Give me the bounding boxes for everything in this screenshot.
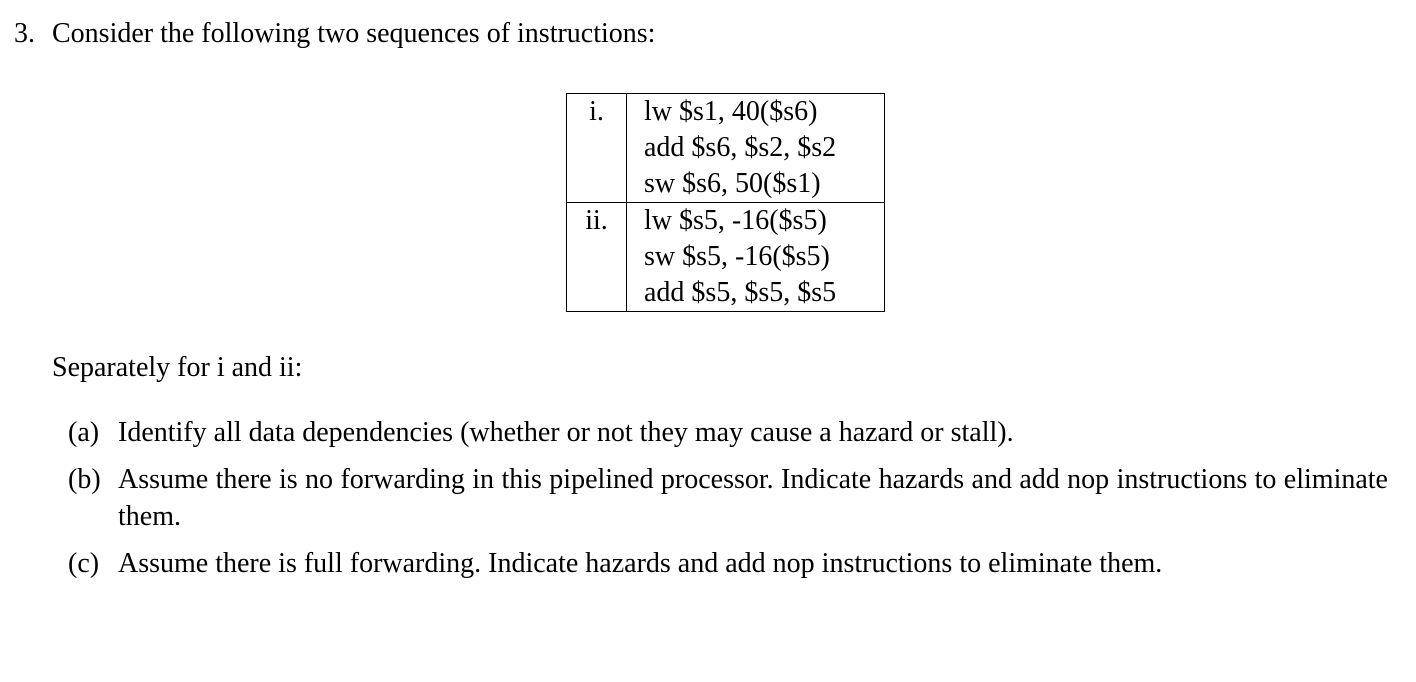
instruction-line: lw $s1, 40($s6) xyxy=(644,96,818,127)
sequence-label-cell xyxy=(567,203,627,312)
question-part-a xyxy=(68,414,1388,451)
sequence-row-i xyxy=(567,94,885,203)
part-label: (c) xyxy=(68,548,100,579)
instruction-sequences-table xyxy=(566,93,885,312)
part-label: (a) xyxy=(68,417,100,448)
instruction-line: sw $s5, -16($s5) xyxy=(644,241,830,272)
question-heading xyxy=(14,14,655,54)
instruction-line: sw $s6, 50($s1) xyxy=(644,168,821,199)
instruction-line: lw $s5, -16($s5) xyxy=(644,205,827,236)
instruction-line: add $s6, $s2, $s2 xyxy=(644,132,837,163)
sequence-label: ii. xyxy=(585,205,608,236)
sequence-label-cell xyxy=(567,94,627,203)
question-number: 3. xyxy=(14,18,35,49)
instruction-line: add $s5, $s5, $s5 xyxy=(644,277,837,308)
sequence-label: i. xyxy=(589,96,604,127)
question-parts-list xyxy=(68,414,1388,582)
sequence-row-ii xyxy=(567,203,885,312)
sequence-code-cell xyxy=(627,94,885,203)
question-part-c xyxy=(68,545,1388,582)
question-prompt: Consider the following two sequences of instructions: xyxy=(52,18,656,49)
part-label: (b) xyxy=(68,464,101,495)
part-text: Identify all data dependencies (whether or not they may cause a hazard or stall). xyxy=(118,417,1014,448)
part-text: Assume there is full forwarding. Indicate hazards and add nop instructions to eliminate them. xyxy=(118,548,1163,579)
part-text: Assume there is no forwarding in this pipelined processor. Indicate hazards and add nop instructions to eliminate them. xyxy=(118,464,1388,532)
separately-instruction: Separately for i and ii: xyxy=(52,352,303,383)
sequence-code-cell xyxy=(627,203,885,312)
question-part-b xyxy=(68,461,1388,535)
